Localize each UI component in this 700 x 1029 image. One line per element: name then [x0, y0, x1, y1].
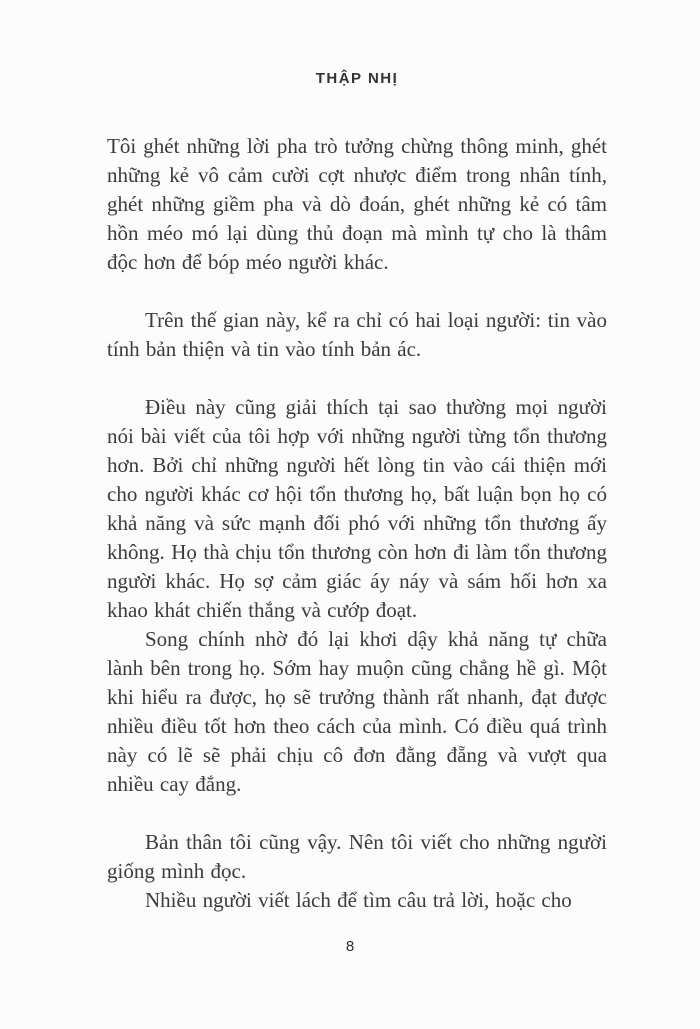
body-text	[107, 132, 607, 915]
page-number: 8	[345, 938, 355, 955]
paragraph-5: Bản thân tôi cũng vậy. Nên tôi viết cho những người giống mình đọc.	[107, 830, 607, 883]
paragraph-4: Song chính nhờ đó lại khơi dậy khả năng tự chữa lành bên trong họ. Sớm hay muộn cũng chẳng hề gì. Một khi hiểu ra được, họ sẽ trưởng thành rất nhanh, đạt được nhiều điều tốt hơn theo cách của mình. Có điều quá trình này có lẽ sẽ phải chịu cô đơn đằng đẵng và vượt qua nhiều cay đắng.	[107, 627, 607, 796]
running-head: THẬP NHỊ	[315, 70, 399, 87]
paragraph-3: Điều này cũng giải thích tại sao thường mọi người nói bài viết của tôi hợp với những người từng tổn thương hơn. Bởi chỉ những người hết lòng tin vào cái thiện mới cho người khác cơ hội tổn thương họ, bất luận bọn họ có khả năng và sức mạnh đối phó với những tổn thương ấy không. Họ thà chịu tổn thương còn hơn đi làm tổn thương người khác. Họ sợ cảm giác áy náy và sám hối hơn xa khao khát chiến thắng và cướp đoạt.	[107, 395, 607, 622]
paragraph-1: Tôi ghét những lời pha trò tưởng chừng thông minh, ghét những kẻ vô cảm cười cợt nhược điểm trong nhân tính, ghét những giềm pha và dò đoán, ghét những kẻ có tâm hồn méo mó lại dùng thủ đoạn mà mình tự cho là thâm độc hơn để bóp méo người khác.	[107, 134, 607, 274]
paragraph-2: Trên thế gian này, kể ra chỉ có hai loại người: tin vào tính bản thiện và tin vào tính bản ác.	[107, 308, 607, 361]
paragraph-6: Nhiều người viết lách để tìm câu trả lời, hoặc cho	[145, 888, 572, 912]
